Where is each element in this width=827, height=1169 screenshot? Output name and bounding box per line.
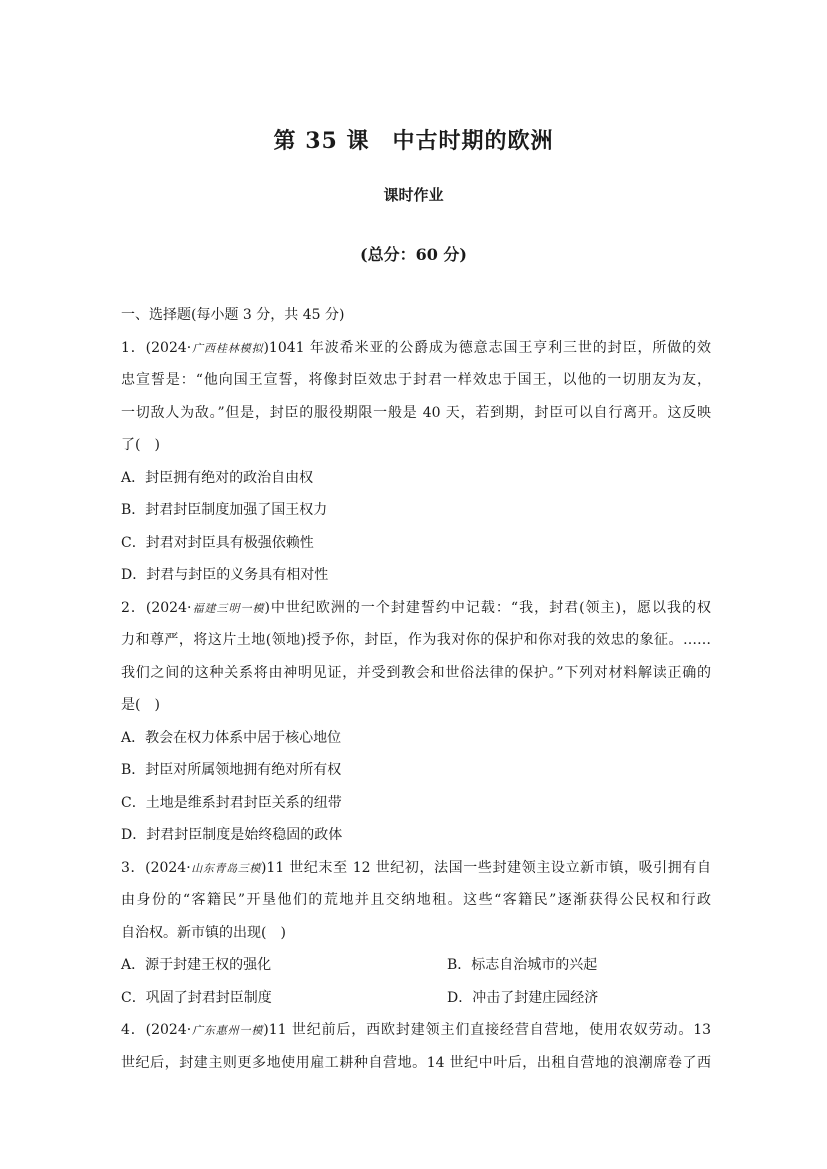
option-a[interactable]: A．封臣拥有绝对的政治自由权 (121, 469, 314, 486)
question-content (121, 299, 711, 1079)
question-source: 广西桂林模拟 (191, 341, 264, 355)
total-score: (总分：60 分) (360, 245, 467, 264)
question-source: 福建三明一模 (191, 601, 265, 615)
question-text-line: 一切敌人为敌。”但是，封臣的服役期限一般是 40 天，若到期，封臣可以自行离开。这反映 (121, 404, 711, 421)
option-a[interactable]: A．源于封建王权的强化 (121, 957, 272, 973)
option-b[interactable]: B．封君封臣制度加强了国王权力 (121, 502, 328, 518)
question-text-line: 了( ) (121, 437, 160, 453)
option-row (121, 949, 711, 982)
option-a[interactable]: A．教会在权力体系中居于核心地位 (121, 729, 342, 746)
page-subtitle: 课时作业 (383, 186, 444, 204)
question-4 (121, 1014, 711, 1079)
question-number: 3．(2024· (121, 859, 191, 876)
question-text: )11 世纪末至 12 世纪初，法国一些封建领主设立新市镇，吸引拥有自 (260, 859, 712, 876)
option-b[interactable]: B．封臣对所属领地拥有绝对所有权 (121, 762, 342, 778)
question-text-line: 自治权。新市镇的出现( ) (121, 924, 286, 941)
option-d[interactable]: D．封君封臣制度是始终稳固的政体 (121, 827, 343, 843)
question-number: 4．(2024· (121, 1022, 192, 1038)
question-text-line: 世纪后，封建主则更多地使用雇工耕种自营地。14 世纪中叶后，出租自营地的浪潮席卷了西 (121, 1054, 711, 1071)
question-stem-line (121, 1014, 711, 1047)
question-text-line: 由身份的“客籍民”开垦他们的荒地并且交纳地租。这些“客籍民”逐渐获得公民权和行政 (121, 892, 711, 908)
question-2 (121, 592, 711, 852)
option-c[interactable]: C．巩固了封君封臣制度 (121, 989, 272, 1006)
option-c[interactable]: C．土地是维系封君封臣关系的纽带 (121, 794, 342, 811)
option-row (121, 982, 711, 1015)
question-text-line: 忠宣誓是：“他向国王宣誓，将像封臣效忠于封君一样效忠于国王，以他的一切朋友为友， (121, 372, 711, 388)
option-b[interactable]: B．标志自治城市的兴起 (447, 957, 598, 973)
question-3 (121, 852, 711, 1015)
question-stem-line (121, 592, 711, 625)
question-source: 山东青岛三模 (190, 861, 261, 875)
question-number: 1．(2024· (121, 339, 192, 356)
question-text-line: 力和尊严，将这片土地(领地)授予你，封臣，作为我对你的保护和你对我的效忠的象征。…… (121, 632, 711, 648)
question-text: )11 世纪前后，西欧封建领主们直接经营自营地，使用农奴劳动。13 (263, 1022, 712, 1038)
page-title: 第 35 课 中古时期的欧洲 (273, 128, 554, 154)
option-d[interactable]: D．封君与封臣的义务具有相对性 (121, 567, 329, 583)
question-text-line: 我们之间的这种关系将由神明见证，并受到教会和世俗法律的保护。”下列对材料解读正确的 (121, 664, 711, 681)
question-stem-line (121, 852, 711, 885)
question-source: 广东惠州一模 (191, 1024, 264, 1037)
question-text: )中世纪欧洲的一个封建誓约中记载：“我，封君(领主)，愿以我的权 (264, 599, 711, 616)
question-1 (121, 332, 711, 592)
option-d[interactable]: D．冲击了封建庄园经济 (447, 989, 599, 1006)
section-heading: 一、选择题(每小题 3 分，共 45 分) (121, 307, 345, 323)
question-text-line: 是( ) (121, 697, 160, 713)
question-stem-line (121, 332, 711, 365)
question-number: 2．(2024· (121, 599, 192, 616)
question-text: )1041 年波希米亚的公爵成为德意志国王亨利三世的封臣，所做的效 (263, 339, 712, 356)
option-c[interactable]: C．封君对封臣具有极强依赖性 (121, 534, 314, 551)
